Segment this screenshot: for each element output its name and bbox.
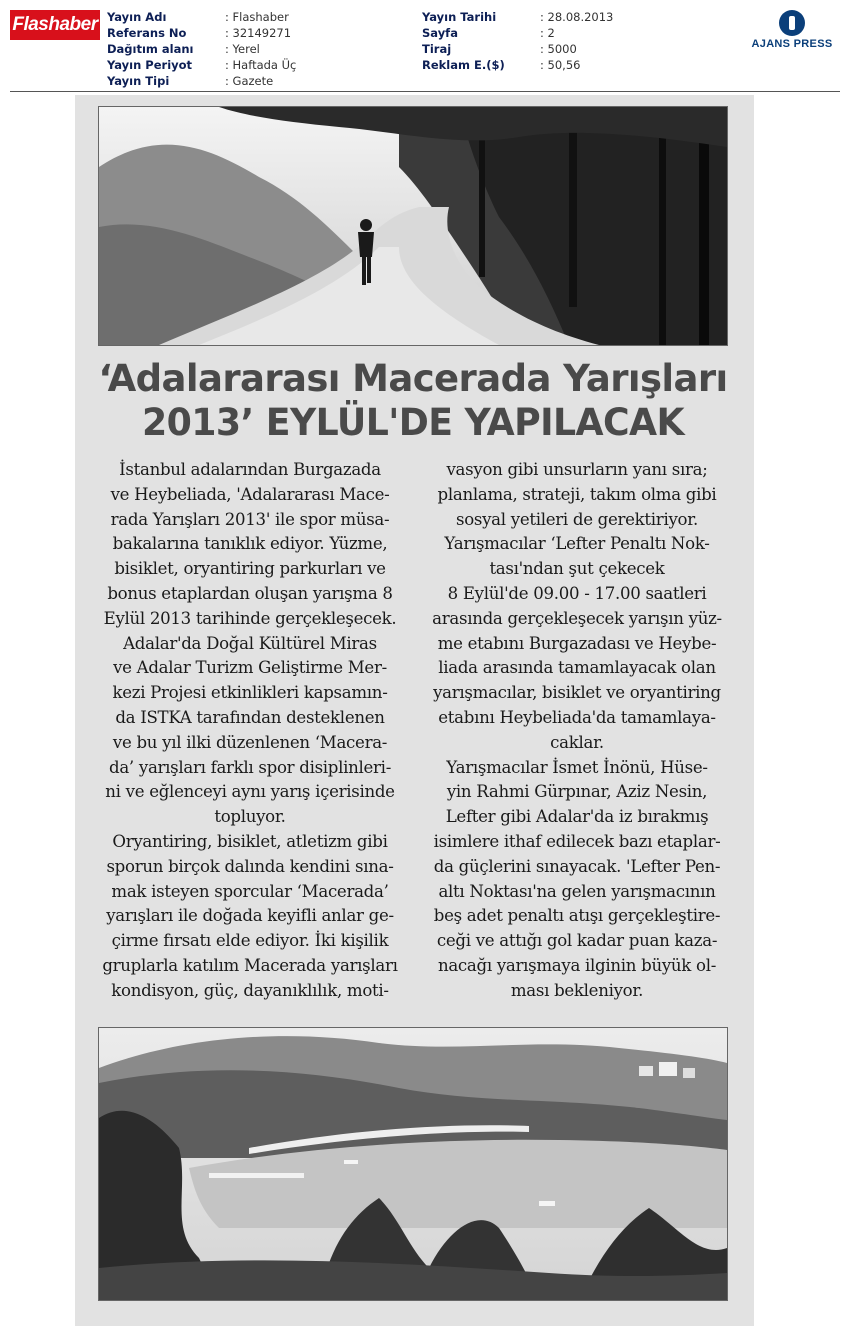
article-line: caklar. bbox=[550, 732, 604, 752]
article-line: kezi Projesi etkinlikleri kapsamın- bbox=[112, 683, 388, 703]
article-column-right bbox=[418, 458, 736, 1004]
article-line: 8 Eylül'de 09.00 - 17.00 saatleri bbox=[447, 583, 707, 603]
cyclist-forest-photo bbox=[98, 106, 728, 346]
article-line: yin Rahmi Gürpınar, Aziz Nesin, bbox=[446, 782, 708, 802]
article-line: ve bu yıl ilki düzenlenen ‘Macera- bbox=[112, 732, 388, 752]
article-line: tası'ndan şut çekecek bbox=[489, 559, 665, 579]
article-line: Adalar'da Doğal Kültürel Miras bbox=[123, 633, 377, 653]
meta-label: Reklam E.($) bbox=[422, 58, 505, 72]
publication-meta-right bbox=[422, 9, 613, 73]
island-bay-photo bbox=[98, 1027, 728, 1301]
article-line: ni ve eğlenceyi aynı yarış içerisinde bbox=[105, 782, 395, 802]
article-line: topluyor. bbox=[214, 807, 286, 827]
article-line: etabını Heybeliada'da tamamlaya- bbox=[438, 707, 716, 727]
article-line: altı Noktası'na gelen yarışmacının bbox=[438, 881, 716, 901]
article-line: Eylül 2013 tarihinde gerçekleşecek. bbox=[103, 608, 397, 628]
headline-line-2: 2013’ EYLÜL'DE YAPILACAK bbox=[141, 401, 685, 444]
article-line: rada Yarışları 2013' ile spor müsa- bbox=[110, 509, 390, 529]
article-line: beş adet penaltı atışı gerçekleştire- bbox=[433, 906, 721, 926]
article-line: arasında gerçekleşecek yarışın yüz- bbox=[432, 608, 722, 628]
article-line: bakalarına tanıklık ediyor. Yüzme, bbox=[112, 534, 388, 554]
article-line: Yarışmacılar ‘Lefter Penaltı Nok- bbox=[444, 534, 710, 554]
meta-value: : 2 bbox=[540, 26, 555, 40]
article-line: planlama, strateji, takım olma gibi bbox=[437, 484, 717, 504]
article-line: da ISTKA tarafından desteklenen bbox=[115, 707, 385, 727]
article-line: liada arasında tamamlayacak olan bbox=[438, 658, 716, 678]
headline-line-1: ‘Adalararası Macerada Yarışları bbox=[98, 357, 728, 400]
article-line: nacağı yarışmaya ilginin büyük ol- bbox=[437, 955, 717, 975]
article-line: sporun birçok dalında kendini sına- bbox=[106, 856, 394, 876]
article-line: Oryantiring, bisiklet, atletizm gibi bbox=[112, 831, 388, 851]
meta-row bbox=[107, 25, 296, 41]
article-line: bisiklet, oryantiring parkurları ve bbox=[114, 559, 386, 579]
meta-label: Tiraj bbox=[422, 42, 452, 56]
agency-name: AJANS PRESS bbox=[751, 38, 833, 50]
header-divider bbox=[10, 91, 840, 92]
meta-label: Yayın Tipi bbox=[107, 74, 170, 88]
meta-value: : Yerel bbox=[225, 42, 260, 56]
meta-value: : Gazete bbox=[225, 74, 274, 88]
article-line: sosyal yetileri de gerektiriyor. bbox=[455, 509, 698, 529]
article-line: ceği ve attığı gol kadar puan kaza- bbox=[436, 931, 718, 951]
agency-mark-icon bbox=[779, 10, 805, 36]
article-line: bonus etaplardan oluşan yarışma 8 bbox=[107, 583, 393, 603]
meta-row bbox=[422, 25, 613, 41]
meta-row bbox=[107, 57, 296, 73]
publication-logo: Flashaber bbox=[10, 10, 100, 40]
article-line: da güçlerini sınayacak. 'Lefter Pen- bbox=[433, 856, 721, 876]
article-line: gruplarla katılım Macerada yarışları bbox=[102, 955, 398, 975]
meta-row bbox=[422, 41, 613, 57]
article-column-left bbox=[99, 458, 401, 1004]
meta-value: : 50,56 bbox=[540, 58, 581, 72]
meta-row bbox=[422, 9, 613, 25]
meta-value: : 32149271 bbox=[225, 26, 292, 40]
article-line: yarışmacılar, bisiklet ve oryantiring bbox=[433, 683, 721, 703]
meta-row bbox=[422, 57, 613, 73]
meta-label: Yayın Adı bbox=[107, 10, 167, 24]
meta-label: Referans No bbox=[107, 26, 187, 40]
meta-label: Dağıtım alanı bbox=[107, 42, 194, 56]
article-line: ması bekleniyor. bbox=[510, 980, 644, 1000]
article-line: vasyon gibi unsurların yanı sıra; bbox=[446, 460, 708, 479]
meta-value: : 28.08.2013 bbox=[540, 10, 614, 24]
agency-logo bbox=[744, 10, 840, 50]
meta-label: Sayfa bbox=[422, 26, 458, 40]
meta-value: : Flashaber bbox=[225, 10, 289, 24]
article-line: ve Adalar Turizm Geliştirme Mer- bbox=[113, 658, 387, 678]
article-line: ve Heybeliada, 'Adalararası Mace- bbox=[110, 484, 390, 504]
meta-row bbox=[107, 9, 296, 25]
article-line: da’ yarışları farklı spor disiplinleri- bbox=[109, 757, 391, 777]
article-line: isimlere ithaf edilecek bazı etaplar- bbox=[433, 831, 721, 851]
meta-label: Yayın Periyot bbox=[107, 58, 193, 72]
article-line: me etabını Burgazadası ve Heybe- bbox=[437, 633, 717, 653]
meta-label: Yayın Tarihi bbox=[422, 10, 497, 24]
meta-row bbox=[107, 73, 296, 89]
article-line: Lefter gibi Adalar'da iz bırakmış bbox=[445, 807, 709, 827]
article-line: çirme fırsatı elde ediyor. İki kişilik bbox=[111, 931, 389, 951]
meta-value: : 5000 bbox=[540, 42, 577, 56]
meta-value: : Haftada Üç bbox=[225, 58, 297, 72]
meta-row bbox=[107, 41, 296, 57]
article-line: İstanbul adalarından Burgazada bbox=[119, 460, 381, 479]
publication-meta-left bbox=[107, 9, 296, 89]
article-line: Yarışmacılar İsmet İnönü, Hüse- bbox=[446, 757, 708, 777]
article-line: kondisyon, güç, dayanıklılık, moti- bbox=[111, 980, 389, 1000]
article-headline bbox=[98, 357, 728, 445]
article-line: mak isteyen sporcular ‘Macerada’ bbox=[111, 881, 389, 901]
article-line: yarışları ile doğada keyifli anlar ge- bbox=[106, 906, 394, 926]
